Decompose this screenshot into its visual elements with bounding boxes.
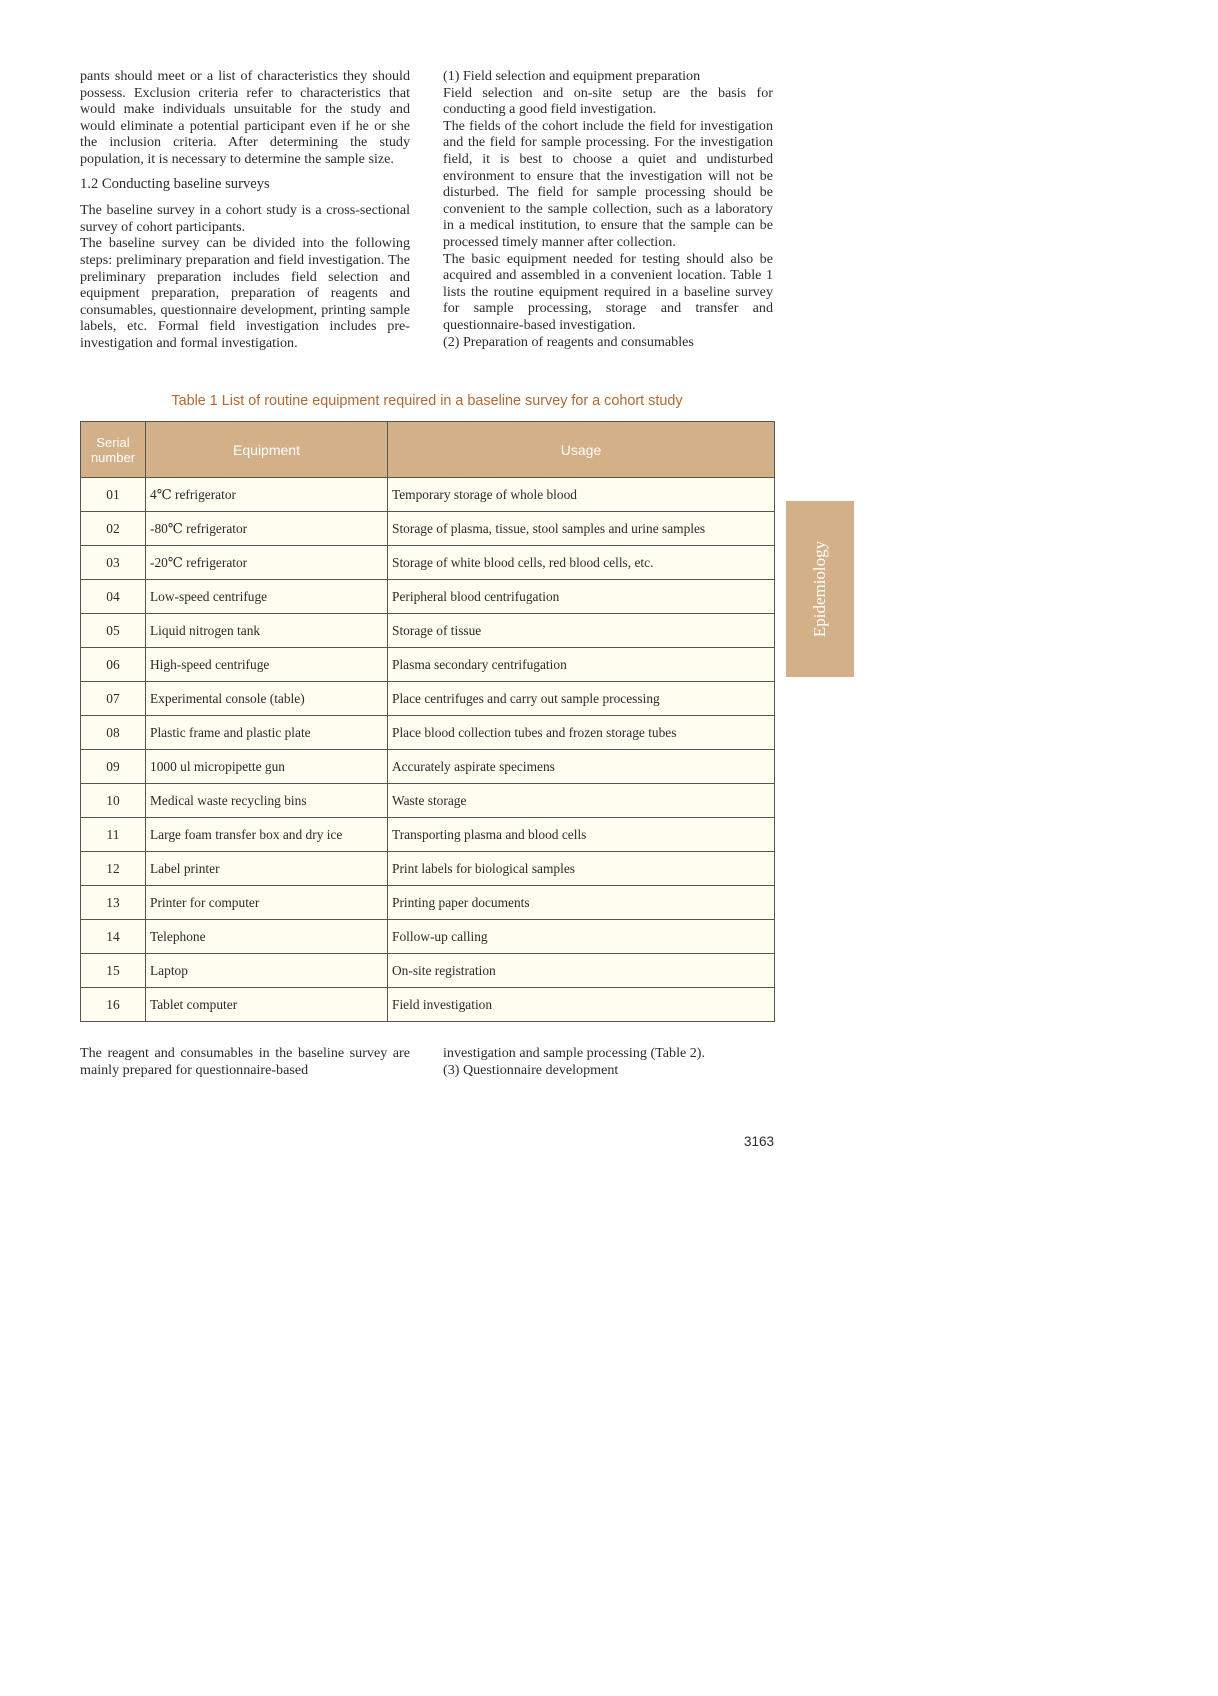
row-serial-number: 03 <box>81 546 146 580</box>
row-serial-number: 14 <box>81 920 146 954</box>
row-serial-number: 15 <box>81 954 146 988</box>
row-equipment: -80℃ refrigerator <box>146 512 388 546</box>
row-usage: Field investigation <box>388 988 775 1022</box>
row-equipment: Medical waste recycling bins <box>146 784 388 818</box>
paragraph: The basic equipment needed for testing should also be acquired and assembled in a convenient location. Table 1 lists the routine equipment required in a baseline survey for sample processing, storage and transfer and questionnaire-based investigation. <box>443 250 773 333</box>
table-row <box>81 954 775 988</box>
row-serial-number: 04 <box>81 580 146 614</box>
row-serial-number: 01 <box>81 478 146 512</box>
row-equipment: Plastic frame and plastic plate <box>146 716 388 750</box>
row-usage: Follow-up calling <box>388 920 775 954</box>
row-equipment: Label printer <box>146 852 388 886</box>
row-serial-number: 07 <box>81 682 146 716</box>
row-serial-number: 09 <box>81 750 146 784</box>
row-equipment: Experimental console (table) <box>146 682 388 716</box>
row-usage: Accurately aspirate specimens <box>388 750 775 784</box>
row-serial-number: 13 <box>81 886 146 920</box>
table-row <box>81 614 775 648</box>
row-usage: Peripheral blood centrifugation <box>388 580 775 614</box>
table-body <box>81 478 775 1022</box>
section-heading: 1.2 Conducting baseline surveys <box>80 175 270 192</box>
left-text-column <box>80 68 410 352</box>
table-row <box>81 886 775 920</box>
row-equipment: Low-speed centrifuge <box>146 580 388 614</box>
header-serial-line2: number <box>90 449 136 465</box>
row-usage: Place centrifuges and carry out sample processing <box>388 682 775 716</box>
row-equipment: Liquid nitrogen tank <box>146 614 388 648</box>
paragraph: pants should meet or a list of characteristics they should possess. Exclusion criteria refer to characteristics that would make individuals unsuitable for the study and would eliminate a potential participant even if he or she the inclusion criteria. After determining the study population, it is necessary to determine the sample size. <box>80 68 410 167</box>
header-equipment: Equipment <box>146 422 388 478</box>
table-caption: Table 1 List of routine equipment required in a baseline survey for a cohort study <box>171 393 683 409</box>
row-usage: Storage of plasma, tissue, stool samples and urine samples <box>388 512 775 546</box>
row-usage: Temporary storage of whole blood <box>388 478 775 512</box>
side-tab-label: Epidemiology <box>810 540 829 638</box>
table-row <box>81 750 775 784</box>
equipment-table <box>80 421 775 1022</box>
row-serial-number: 06 <box>81 648 146 682</box>
row-usage: Storage of white blood cells, red blood cells, etc. <box>388 546 775 580</box>
row-serial-number: 05 <box>81 614 146 648</box>
row-usage: Place blood collection tubes and frozen storage tubes <box>388 716 775 750</box>
subheading: (3) Questionnaire development <box>443 1061 619 1078</box>
paragraph: The baseline survey in a cohort study is a cross-sectional survey of cohort participants. <box>80 202 410 235</box>
row-equipment: Printer for computer <box>146 886 388 920</box>
header-usage: Usage <box>388 422 775 478</box>
row-equipment: Tablet computer <box>146 988 388 1022</box>
table-row <box>81 546 775 580</box>
row-usage: Waste storage <box>388 784 775 818</box>
row-equipment: 4℃ refrigerator <box>146 478 388 512</box>
row-serial-number: 08 <box>81 716 146 750</box>
row-equipment: Laptop <box>146 954 388 988</box>
paragraph: The reagent and consumables in the baseline survey are mainly prepared for questionnaire-based <box>80 1045 410 1078</box>
row-equipment: High-speed centrifuge <box>146 648 388 682</box>
table-row <box>81 852 775 886</box>
row-equipment: Large foam transfer box and dry ice <box>146 818 388 852</box>
header-serial-number <box>81 422 146 478</box>
table-row <box>81 512 775 546</box>
row-usage: Storage of tissue <box>388 614 775 648</box>
page-number: 3163 <box>743 1134 774 1149</box>
row-equipment: Telephone <box>146 920 388 954</box>
row-serial-number: 10 <box>81 784 146 818</box>
header-serial-line1: Serial <box>96 434 130 450</box>
row-usage: Print labels for biological samples <box>388 852 775 886</box>
paragraph: The fields of the cohort include the field for investigation and the field for sample processing. For the investigation field, it is best to choose a quiet and undisturbed environment to ensure that the investigation will not be disturbed. The field for sample processing should be convenient to the sample collection, such as a laboratory in a medical institution, to ensure that the sample can be processed timely manner after collection. <box>443 117 773 250</box>
row-serial-number: 11 <box>81 818 146 852</box>
bottom-left-column <box>80 1045 410 1078</box>
table-row <box>81 716 775 750</box>
table-row <box>81 920 775 954</box>
row-usage: On-site registration <box>388 954 775 988</box>
table-row <box>81 784 775 818</box>
table-row <box>81 988 775 1022</box>
paragraph: The baseline survey can be divided into the following steps: preliminary preparation and field investigation. The preliminary preparation includes field selection and equipment preparation, preparation of reagents and consumables, questionnaire development, printing sample labels, etc. Formal field investigation includes pre-investigation and formal investigation. <box>80 235 410 351</box>
row-equipment: 1000 ul micropipette gun <box>146 750 388 784</box>
paragraph: Field selection and on-site setup are the basis for conducting a good field investigation. <box>443 84 773 118</box>
row-usage: Transporting plasma and blood cells <box>388 818 775 852</box>
subheading: (2) Preparation of reagents and consumables <box>443 333 694 350</box>
bottom-right-column <box>443 1045 773 1078</box>
table-row <box>81 648 775 682</box>
paragraph: investigation and sample processing (Table 2). <box>443 1045 706 1061</box>
row-usage: Printing paper documents <box>388 886 775 920</box>
section-side-tab <box>786 501 854 677</box>
table-header-row <box>81 422 775 478</box>
table-row <box>81 682 775 716</box>
row-usage: Plasma secondary centrifugation <box>388 648 775 682</box>
subheading: (1) Field selection and equipment preparation <box>443 68 701 84</box>
row-equipment: -20℃ refrigerator <box>146 546 388 580</box>
row-serial-number: 02 <box>81 512 146 546</box>
table-row <box>81 818 775 852</box>
table-row <box>81 580 775 614</box>
row-serial-number: 16 <box>81 988 146 1022</box>
table-row <box>81 478 775 512</box>
right-text-column <box>443 68 773 350</box>
row-serial-number: 12 <box>81 852 146 886</box>
